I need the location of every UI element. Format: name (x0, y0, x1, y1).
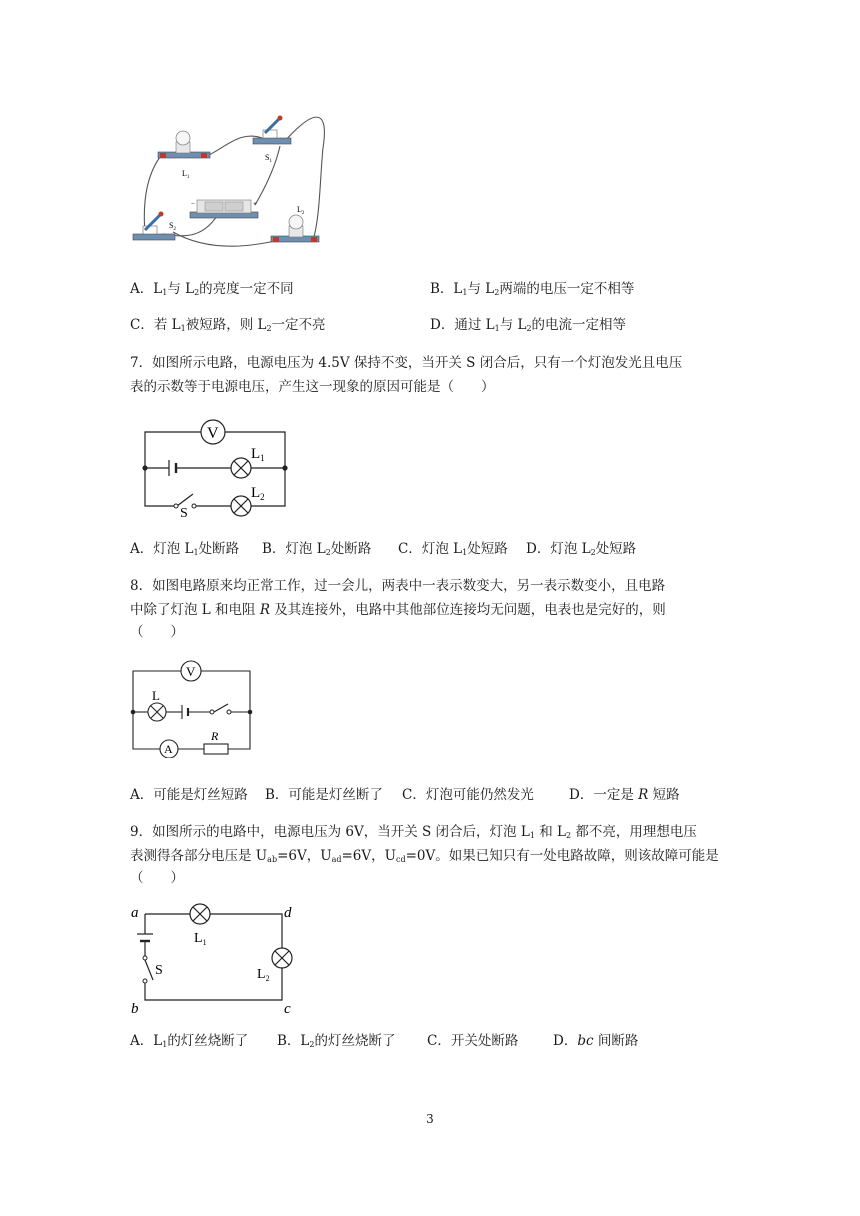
q8-option-c[interactable]: C．灯泡可能仍然发光 (402, 787, 534, 803)
q7-label-s: S (180, 506, 188, 520)
svg-text:R: R (211, 729, 219, 743)
q7-option-c[interactable]: C．灯泡 $L_1$处短路 (398, 541, 508, 557)
svg-text:+: + (253, 200, 257, 208)
q8-option-b[interactable]: B．可能是灯丝断了 (265, 787, 383, 803)
q6-circuit-photo (125, 108, 335, 250)
q9-text-line1: 9．如图所示的电路中，电源电压为 6V，当开关 S 闭合后，灯泡 $L_1$ 和 $L_2$ 都不亮，用理想电压 (130, 824, 697, 840)
q9-label-l1: $L_1$ (194, 931, 207, 947)
svg-text:−: − (191, 200, 195, 208)
q6-option-a[interactable]: A．$L_1$与 $L_2$的亮度一定不同 (130, 281, 294, 297)
svg-text:V: V (186, 664, 196, 679)
q9-circuit-diagram (126, 900, 304, 1016)
q8-option-a[interactable]: A．可能是灯丝短路 (130, 787, 248, 803)
q7-option-d[interactable]: D．灯泡 $L_2$处短路 (526, 541, 637, 557)
q8-text-line3: （ ） (130, 624, 184, 640)
q8-text-line1: 8．如图电路原来均正常工作，过一会儿，两表中一表示数变大，另一表示数变小，且电路 (130, 578, 666, 594)
q9-label-s: S (155, 963, 163, 978)
q7-text-line2: 表的示数等于电源电压，产生这一现象的原因可能是（ ） (130, 379, 495, 395)
q6-label-s1: $S_1$ (265, 153, 272, 164)
page-number: 3 (426, 1112, 434, 1126)
svg-text:L: L (152, 688, 160, 703)
q6-option-d[interactable]: D．通过 $L_1$与 $L_2$的电流一定相等 (430, 317, 627, 333)
q6-option-b[interactable]: B．$L_1$与 $L_2$两端的电压一定不相等 (430, 281, 635, 297)
svg-text:a: a (131, 905, 139, 921)
q9-label-l2: $L_2$ (257, 967, 270, 983)
q7-option-a[interactable]: A．灯泡 $L_1$处断路 (130, 541, 240, 557)
q7-text-line1: 7．如图所示电路，电源电压为 4.5V 保持不变，当开关 S 闭合后，只有一个灯泡发光且电压 (130, 355, 683, 371)
q7-circuit-diagram (135, 418, 295, 520)
q7-label-l2: $L_2$ (251, 485, 265, 502)
svg-text:c: c (284, 1001, 291, 1016)
q6-option-c[interactable]: C．若 $L_1$被短路，则 $L_2$一定不亮 (130, 317, 326, 333)
svg-text:A: A (164, 742, 173, 756)
q8-option-d[interactable]: D．一定是 R 短路 (569, 787, 680, 803)
q9-option-c[interactable]: C．开关处断路 (427, 1033, 519, 1049)
svg-text:V: V (207, 425, 219, 442)
q8-circuit-diagram (124, 656, 256, 758)
q9-option-d[interactable]: D．bc 间断路 (553, 1033, 639, 1049)
q6-label-l1: $L_1$ (182, 169, 190, 180)
svg-text:b: b (131, 1001, 139, 1016)
q9-text-line3: （ ） (130, 870, 184, 886)
q9-option-a[interactable]: A．$L_1$的灯丝烧断了 (130, 1033, 249, 1049)
q9-option-b[interactable]: B．$L_2$的灯丝烧断了 (277, 1033, 396, 1049)
q6-label-s2: $S_2$ (169, 221, 176, 232)
svg-text:d: d (284, 905, 292, 921)
q7-label-l1: $L_1$ (251, 446, 265, 463)
q6-label-l2: $L_2$ (297, 205, 305, 216)
q9-text-line2: 表测得各部分电压是 $U_{ab}=6V$，$U_{ad}=6V$，$U_{cd}=0V$。如果已知只有一处电路故障，则该故障可能是 (130, 848, 719, 864)
q7-option-b[interactable]: B．灯泡 $L_2$处断路 (262, 541, 372, 557)
q8-text-line2: 中除了灯泡 L 和电阻 R 及其连接外，电路中其他部位连接均无问题，电表也是完好的，则 (130, 602, 666, 618)
